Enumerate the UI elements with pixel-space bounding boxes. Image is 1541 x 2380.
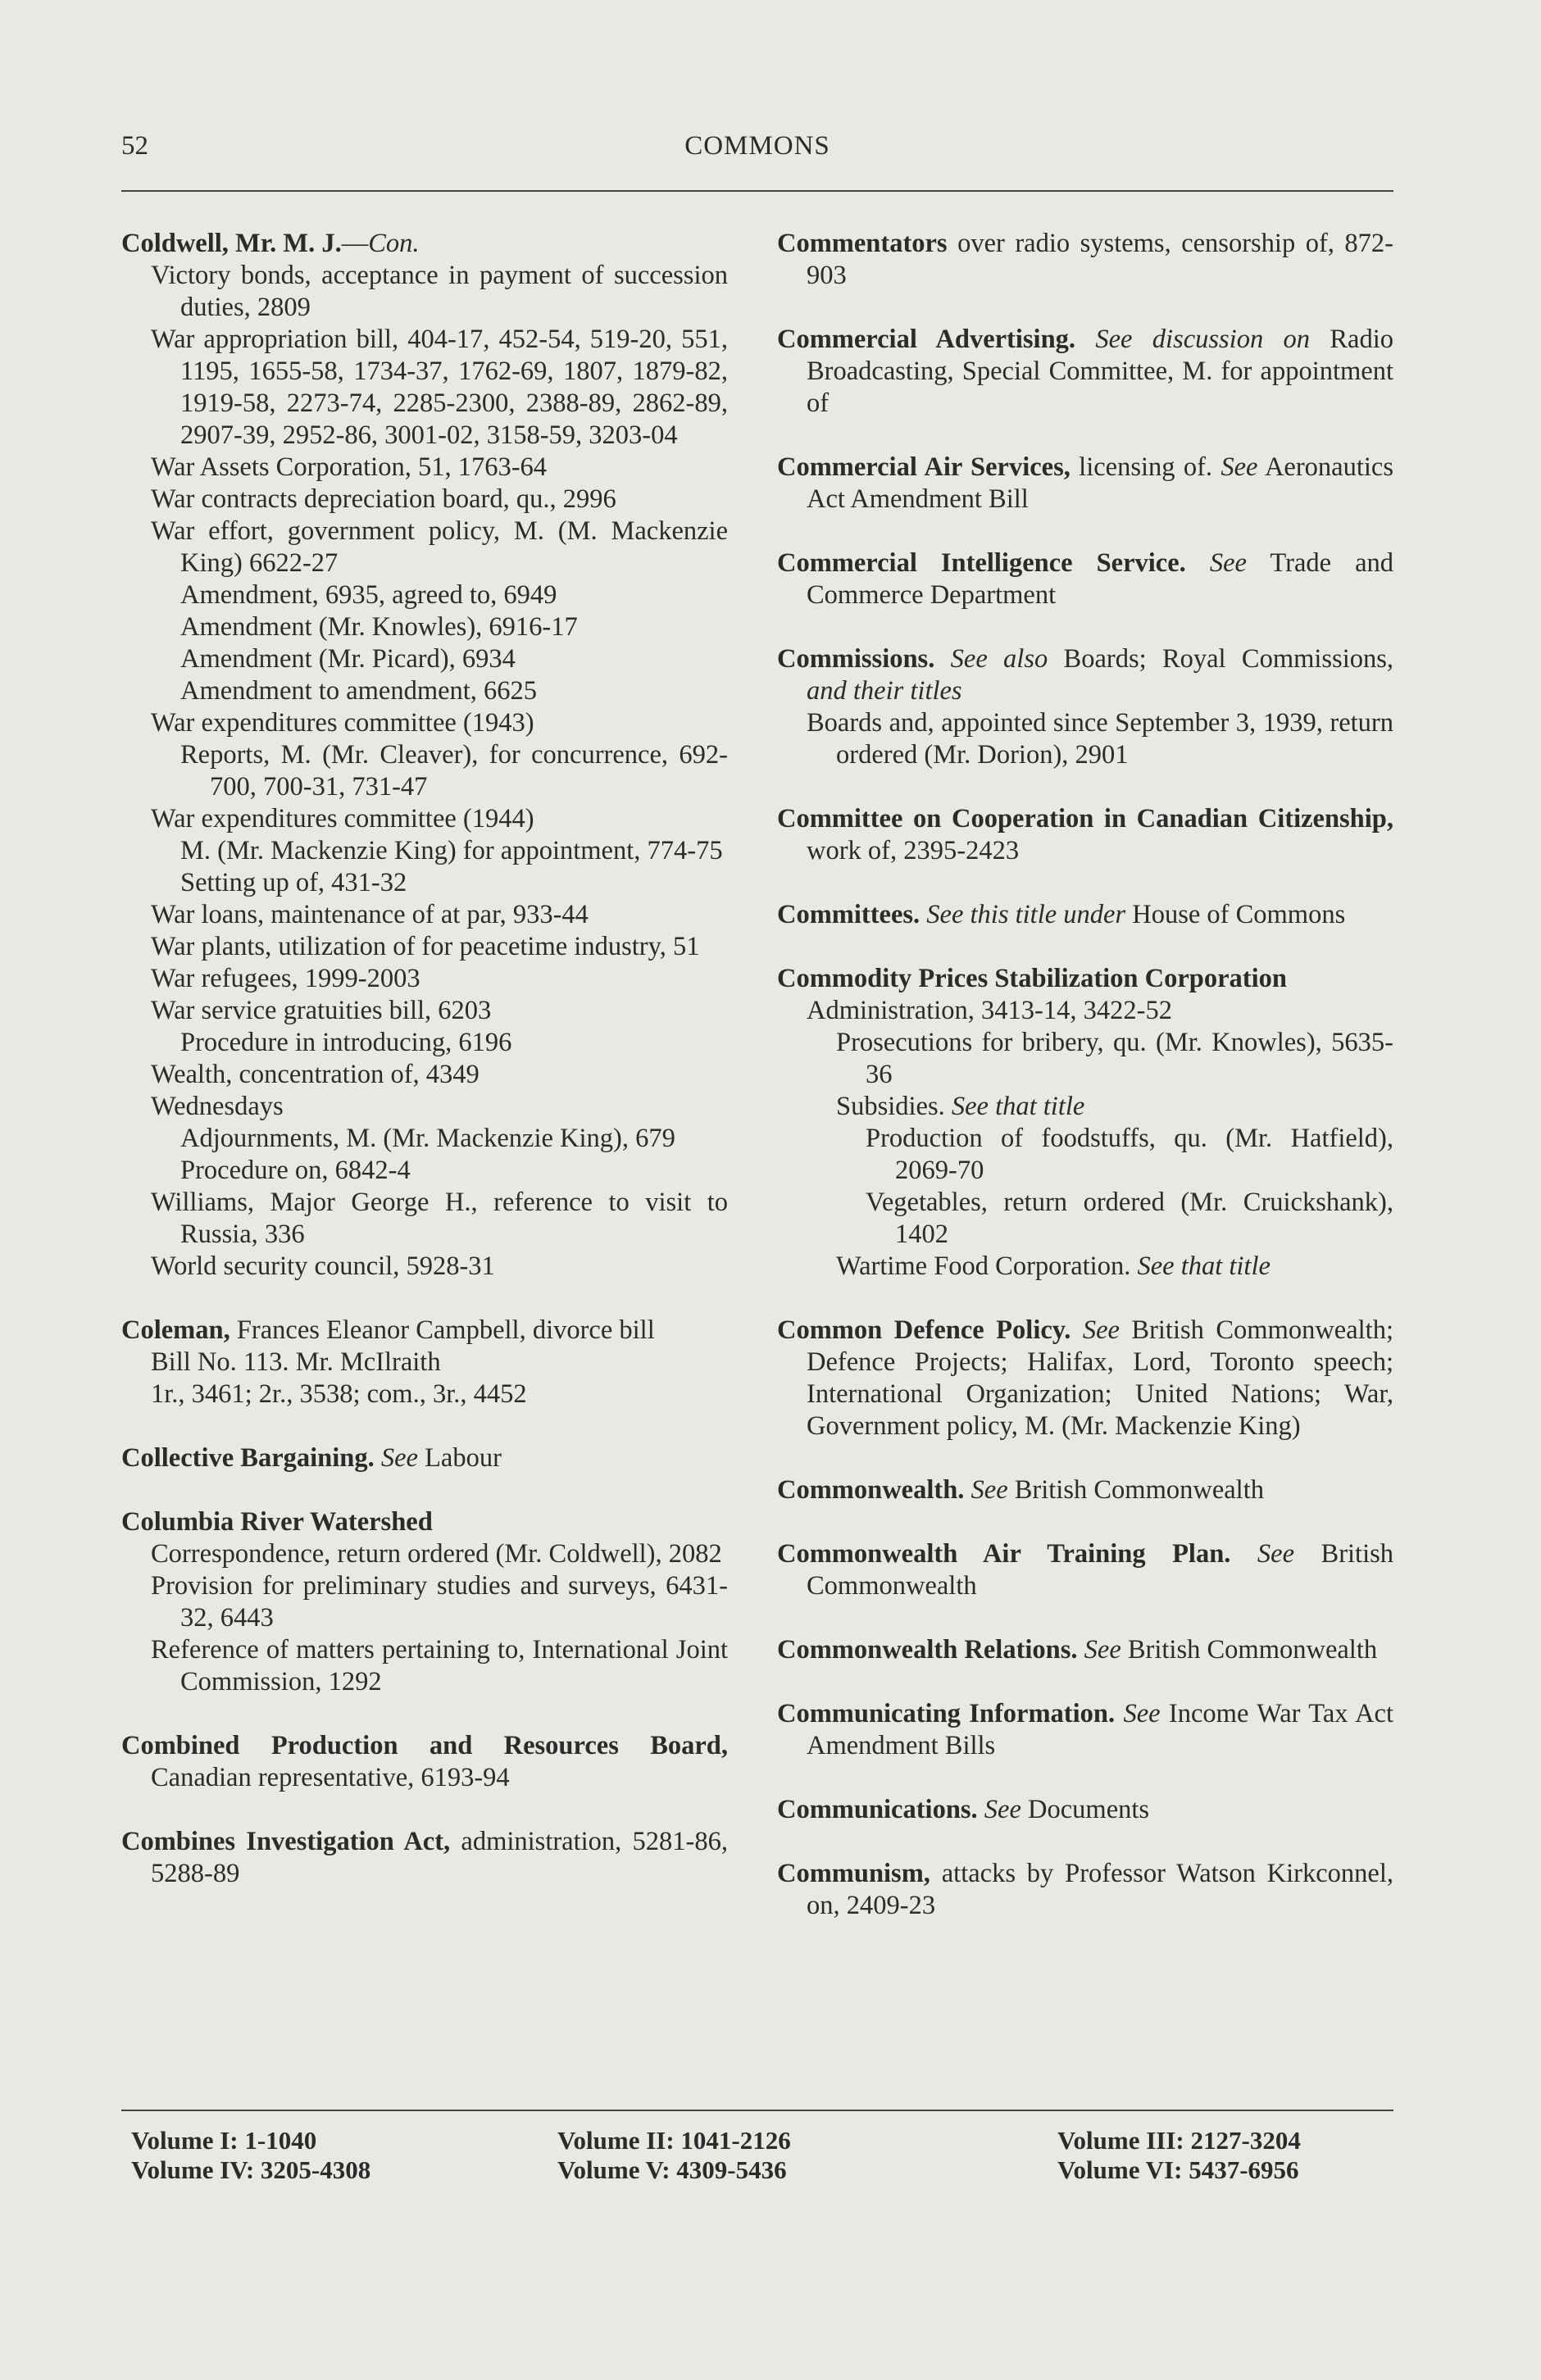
- cross-reference: Con.: [368, 229, 420, 258]
- entry-subline: [121, 1187, 728, 1251]
- entry-subline: [121, 1634, 728, 1698]
- entry-heading: [777, 452, 1393, 516]
- entry-text: [1075, 325, 1095, 354]
- entry-subline: [121, 963, 728, 995]
- entry-heading: [777, 1538, 1393, 1602]
- footer-volume-3: Volume III: 2127-3204: [1057, 2126, 1301, 2155]
- entry-text: Procedure in introducing, 6196: [180, 1028, 512, 1057]
- entry-subline: [121, 867, 728, 899]
- index-entry: [777, 1794, 1393, 1826]
- entry-heading: [777, 643, 1393, 707]
- entry-term: Commentators: [777, 229, 948, 258]
- index-entry: [777, 1858, 1393, 1922]
- index-entry: [777, 228, 1393, 292]
- entry-subline: [121, 260, 728, 324]
- entry-text: [375, 1443, 381, 1473]
- entry-text: [978, 1795, 984, 1824]
- index-entry: [121, 1315, 728, 1410]
- entry-text: [1230, 1539, 1257, 1569]
- entry-heading: [777, 963, 1393, 995]
- entry-term: Commissions.: [777, 644, 935, 674]
- entry-subline: [777, 707, 1393, 771]
- entry-text: Aeronautics Act Amendment Bill: [807, 452, 1393, 514]
- entry-text: Boards; Royal Commissions,: [1048, 644, 1394, 674]
- index-entry: [777, 1634, 1393, 1666]
- entry-subline: [121, 707, 728, 739]
- entry-term: Common Defence Policy.: [777, 1315, 1071, 1345]
- entry-subline: [121, 1251, 728, 1283]
- entry-text: Production of foodstuffs, qu. (Mr. Hatfield), 2069-70: [866, 1124, 1393, 1185]
- entry-text: Canadian representative, 6193-94: [151, 1763, 510, 1792]
- entry-subline: [777, 1123, 1393, 1187]
- entry-subline: [121, 1059, 728, 1091]
- cross-reference: See: [1123, 1699, 1161, 1728]
- entry-heading: [777, 1634, 1393, 1666]
- entry-text: licensing of.: [1070, 452, 1221, 482]
- entry-text: M. (Mr. Mackenzie King) for appointment, 774-75: [180, 836, 723, 865]
- index-entry: [777, 1538, 1393, 1602]
- index-entry: [777, 1698, 1393, 1762]
- entry-term: Combined Production and Resources Board,: [121, 1731, 728, 1760]
- entry-term: Commercial Intelligence Service.: [777, 548, 1186, 578]
- entry-text: Amendment (Mr. Picard), 6934: [180, 644, 516, 674]
- index-entry: [777, 452, 1393, 516]
- entry-subline: [121, 579, 728, 611]
- entry-subline: [121, 675, 728, 707]
- index-entry: [777, 1474, 1393, 1506]
- entry-subline: [121, 1091, 728, 1123]
- cross-reference: See that title: [951, 1092, 1085, 1121]
- entry-text: Adjournments, M. (Mr. Mackenzie King), 679: [180, 1124, 675, 1153]
- entry-text: House of Commons: [1125, 900, 1346, 929]
- entry-text: Procedure on, 6842-4: [180, 1156, 411, 1185]
- entry-text: Reference of matters pertaining to, International Joint Commission, 1292: [151, 1635, 728, 1696]
- entry-term: Coleman,: [121, 1315, 230, 1345]
- entry-subline: [121, 931, 728, 963]
- index-entry: [777, 899, 1393, 931]
- entry-text: War appropriation bill, 404-17, 452-54, 519-20, 551, 1195, 1655-58, 1734-37, 1762-69, 1807, 1879-82, 1919-58, 2273-74, 2285-2300, 2388-89, 2862-89, 2907-39, 2952-86, 3001-02, 3158-59, 3203-04: [151, 325, 728, 450]
- entry-term: Commercial Advertising.: [777, 325, 1076, 354]
- entry-heading: [777, 803, 1393, 867]
- entry-text: administration, 5281-86, 5288-89: [151, 1827, 728, 1888]
- entry-subline: [777, 995, 1393, 1027]
- index-entry: [777, 1315, 1393, 1442]
- entry-text: [964, 1475, 971, 1505]
- entry-text: Wednesdays: [151, 1092, 284, 1121]
- entry-text: Reports, M. (Mr. Cleaver), for concurrence, 692-700, 700-31, 731-47: [180, 740, 728, 802]
- entry-subline: [121, 484, 728, 516]
- index-entry: [121, 1442, 728, 1474]
- footer-volume-5: Volume V: 4309-5436: [557, 2155, 787, 2184]
- entry-text: —: [341, 229, 369, 258]
- entry-text: 1r., 3461; 2r., 3538; com., 3r., 4452: [151, 1379, 527, 1409]
- entry-text: attacks by Professor Watson Kirkconnel, on, 2409-23: [807, 1859, 1393, 1920]
- cross-reference: See: [984, 1795, 1021, 1824]
- entry-text: Setting up of, 431-32: [180, 868, 407, 897]
- entry-heading: [777, 547, 1393, 611]
- footer-volume-4: Volume IV: 3205-4308: [131, 2155, 371, 2184]
- entry-text: Radio Broadcasting, Special Committee, M. for appointment of: [807, 325, 1394, 418]
- index-entry: [121, 228, 728, 1283]
- cross-reference: See that title: [1137, 1251, 1271, 1281]
- footer-volume-6: Volume VI: 5437-6956: [1057, 2155, 1299, 2184]
- running-head: COMMONS: [684, 131, 830, 161]
- index-entry: [777, 324, 1393, 420]
- cross-reference: and their titles: [807, 676, 962, 706]
- cross-reference: See: [971, 1475, 1008, 1505]
- entry-text: Victory bonds, acceptance in payment of succession duties, 2809: [151, 261, 728, 322]
- entry-heading: [777, 1474, 1393, 1506]
- index-entry: [121, 1506, 728, 1698]
- entry-text: Provision for preliminary studies and surveys, 6431-32, 6443: [151, 1571, 728, 1633]
- entry-heading: [121, 1315, 728, 1347]
- entry-text: Amendment (Mr. Knowles), 6916-17: [180, 612, 578, 642]
- entry-heading: [777, 899, 1393, 931]
- entry-term: Commercial Air Services,: [777, 452, 1071, 482]
- cross-reference: See: [1082, 1315, 1120, 1345]
- index-entry: [121, 1826, 728, 1890]
- entry-subline: [121, 1027, 728, 1059]
- page-number: 52: [121, 131, 148, 161]
- entry-heading: [121, 1730, 728, 1794]
- entry-subline: [121, 1155, 728, 1187]
- entry-term: Commonwealth.: [777, 1475, 965, 1505]
- header-rule: [121, 190, 1393, 192]
- entry-term: Communism,: [777, 1859, 930, 1888]
- entry-text: [934, 644, 950, 674]
- entry-text: British Commonwealth; Defence Projects; Halifax, Lord, Toronto speech; International Organization; United Nations; War, Government policy, M. (Mr. Mackenzie King): [807, 1315, 1393, 1441]
- entry-text: Amendment to amendment, 6625: [180, 676, 538, 706]
- entry-text: Income War Tax Act Amendment Bills: [807, 1699, 1393, 1760]
- entry-text: War plants, utilization of for peacetime industry, 51: [151, 932, 700, 961]
- entry-heading: [777, 1315, 1393, 1442]
- footer-rule: [121, 2110, 1393, 2111]
- entry-heading: [121, 228, 728, 260]
- entry-text: Wartime Food Corporation.: [836, 1251, 1138, 1281]
- entry-text: Boards and, appointed since September 3, 1939, return ordered (Mr. Dorion), 2901: [807, 708, 1393, 770]
- entry-text: War effort, government policy, M. (M. Mackenzie King) 6622-27: [151, 516, 728, 578]
- page-header: [121, 131, 1393, 180]
- entry-text: British Commonwealth: [807, 1539, 1394, 1601]
- entry-term: Committees.: [777, 900, 921, 929]
- entry-heading: [777, 324, 1393, 420]
- entry-term: Communicating Information.: [777, 1699, 1116, 1728]
- entry-subline: [121, 995, 728, 1027]
- entry-text: Frances Eleanor Campbell, divorce bill: [230, 1315, 655, 1345]
- entry-heading: [777, 1794, 1393, 1826]
- footer-col-2: [557, 2126, 791, 2185]
- entry-subline: [121, 835, 728, 867]
- entry-text: Documents: [1021, 1795, 1150, 1824]
- entry-term: Coldwell, Mr. M. J.: [121, 229, 342, 258]
- entry-text: Bill No. 113. Mr. McIlraith: [151, 1347, 441, 1377]
- index-entry: [777, 803, 1393, 867]
- index-entry: [777, 547, 1393, 611]
- entry-text: War refugees, 1999-2003: [151, 964, 420, 993]
- cross-reference: See: [1257, 1539, 1295, 1569]
- entry-heading: [121, 1826, 728, 1890]
- entry-text: [1071, 1315, 1082, 1345]
- entry-text: War Assets Corporation, 51, 1763-64: [151, 452, 548, 482]
- entry-subline: [777, 1187, 1393, 1251]
- entry-subline: [121, 452, 728, 484]
- cross-reference: See: [1221, 452, 1258, 482]
- entry-heading: [777, 1698, 1393, 1762]
- footer-col-1: [131, 2126, 370, 2185]
- entry-text: Labour: [417, 1443, 502, 1473]
- entry-heading: [121, 1506, 728, 1538]
- footer-volume-2: Volume II: 1041-2126: [557, 2126, 791, 2155]
- entry-text: War contracts depreciation board, qu., 2996: [151, 484, 616, 514]
- entry-term: Columbia River Watershed: [121, 1507, 433, 1537]
- cross-reference: See: [1084, 1635, 1121, 1665]
- entry-subline: [121, 739, 728, 803]
- entry-term: Combines Investigation Act,: [121, 1827, 451, 1856]
- entry-subline: [121, 643, 728, 675]
- entry-subline: [121, 516, 728, 579]
- entry-text: British Commonwealth: [1121, 1635, 1378, 1665]
- entry-text: work of, 2395-2423: [807, 836, 1020, 865]
- entry-text: Vegetables, return ordered (Mr. Cruickshank), 1402: [866, 1188, 1393, 1249]
- entry-text: Wealth, concentration of, 4349: [151, 1060, 480, 1089]
- entry-heading: [777, 228, 1393, 292]
- entry-text: War loans, maintenance of at par, 933-44: [151, 900, 589, 929]
- footer-col-3: [1057, 2126, 1301, 2185]
- entry-text: Williams, Major George H., reference to visit to Russia, 336: [151, 1188, 728, 1249]
- entry-text: Subsidies.: [836, 1092, 952, 1121]
- entry-term: Commonwealth Air Training Plan.: [777, 1539, 1231, 1569]
- entry-subline: [121, 803, 728, 835]
- entry-heading: [777, 1858, 1393, 1922]
- entry-text: War service gratuities bill, 6203: [151, 996, 492, 1025]
- entry-text: British Commonwealth: [1007, 1475, 1264, 1505]
- cross-reference: See this title under: [926, 900, 1126, 929]
- footer-volume-1: Volume I: 1-1040: [131, 2126, 317, 2155]
- entry-text: [1078, 1635, 1084, 1665]
- cross-reference: See discussion on: [1095, 325, 1311, 354]
- index-entry: [121, 1730, 728, 1794]
- entry-subline: [121, 324, 728, 452]
- cross-reference: See also: [950, 644, 1048, 674]
- entry-text: War expenditures committee (1944): [151, 804, 534, 833]
- entry-text: [1115, 1699, 1123, 1728]
- entry-text: Trade and Commerce Department: [807, 548, 1394, 610]
- right-column: [777, 228, 1393, 1954]
- entry-text: Administration, 3413-14, 3422-52: [807, 996, 1172, 1025]
- entry-text: Amendment, 6935, agreed to, 6949: [180, 580, 557, 610]
- entry-subline: [777, 1091, 1393, 1123]
- entry-text: [1186, 548, 1210, 578]
- entry-subline: [121, 1123, 728, 1155]
- entry-term: Communications.: [777, 1795, 978, 1824]
- entry-term: Collective Bargaining.: [121, 1443, 375, 1473]
- entry-text: World security council, 5928-31: [151, 1251, 495, 1281]
- entry-subline: [121, 1378, 728, 1410]
- entry-heading: [121, 1442, 728, 1474]
- entry-subline: [121, 611, 728, 643]
- entry-subline: [777, 1251, 1393, 1283]
- entry-subline: [121, 899, 728, 931]
- entry-text: War expenditures committee (1943): [151, 708, 534, 738]
- entry-subline: [777, 1027, 1393, 1091]
- entry-subline: [121, 1538, 728, 1570]
- cross-reference: See: [380, 1443, 418, 1473]
- entry-text: Correspondence, return ordered (Mr. Coldwell), 2082: [151, 1539, 722, 1569]
- entry-text: Prosecutions for bribery, qu. (Mr. Knowles), 5635-36: [836, 1028, 1393, 1089]
- entry-text: over radio systems, censorship of, 872-903: [807, 229, 1393, 290]
- entry-subline: [121, 1347, 728, 1378]
- entry-term: Commodity Prices Stabilization Corporation: [777, 964, 1287, 993]
- entry-term: Committee on Cooperation in Canadian Citizenship,: [777, 804, 1393, 833]
- entry-subline: [121, 1570, 728, 1634]
- left-column: [121, 228, 728, 1922]
- cross-reference: See: [1209, 548, 1247, 578]
- index-entry: [777, 963, 1393, 1283]
- index-entry: [777, 643, 1393, 771]
- entry-term: Commonwealth Relations.: [777, 1635, 1078, 1665]
